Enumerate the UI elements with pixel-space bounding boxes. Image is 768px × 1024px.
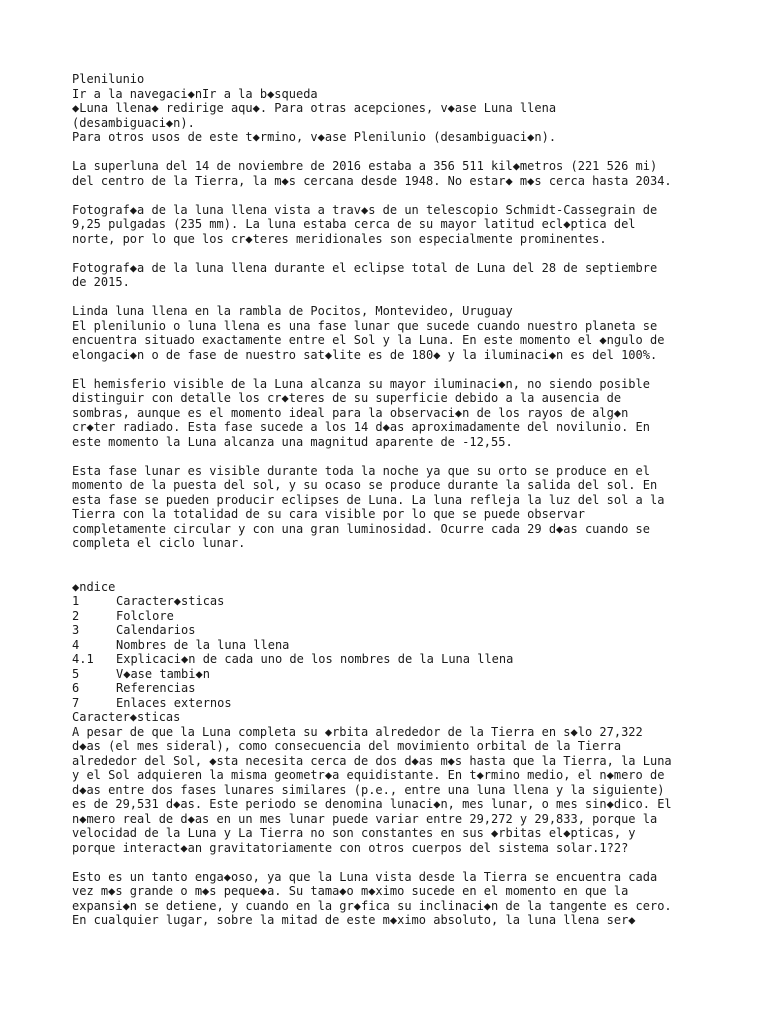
caption-line: norte, por lo que los cr◆teres meridionales son especialmente prominentes. (72, 231, 607, 246)
redirect-note-cont: (desambiguaci◆n). (72, 115, 195, 130)
intro-paragraph-2 (72, 377, 722, 450)
paragraph-line: y el Sol adquieren la misma geometr◆a equidistante. En t◆rmino medio, el n◆mero de (72, 768, 665, 782)
paragraph-line: El plenilunio o luna llena es una fase lunar que sucede cuando nuestro planeta se (72, 318, 658, 333)
redirect-note: ◆Luna llena◆ redirige aqu◆. Para otras acepciones, v◆ase Luna llena (72, 101, 557, 115)
paragraph-line: elongaci◆n o de fase de nuestro sat◆lite es de 180◆ y la iluminaci◆n es del 100%. (72, 347, 658, 362)
paragraph-line: Esta fase lunar es visible durante toda la noche ya que su orto se produce en el (72, 463, 650, 478)
paragraph-line: distinguir con detalle los cr◆teres de su superficie debido a la ausencia de (72, 391, 622, 405)
toc-item-explicacion[interactable] (72, 652, 722, 667)
paragraph-line: velocidad de la Luna y La Tierra no son constantes en sus ◆rbitas el◆pticas, y (72, 826, 636, 840)
paragraph-line: es de 29,531 d◆as. Este periodo se denomina lunaci◆n, mes lunar, o mes sin◆dico. El (72, 797, 672, 811)
toc-number: 1 (72, 594, 80, 608)
toc-item-enlaces[interactable] (72, 696, 722, 711)
toc-item-vease-tambien[interactable] (72, 667, 722, 682)
paragraph-line: Esto es un tanto enga◆oso, ya que la Luna vista desde la Tierra se encuentra cada (72, 869, 658, 884)
toc-number: 4.1 (72, 652, 94, 666)
paragraph-line: n◆mero real de d◆as en un mes lunar puede variar entre 29,272 y 29,833, porque la (72, 811, 658, 826)
table-of-contents (72, 580, 722, 711)
paragraph-line: vez m◆s grande o m◆s peque◆a. Su tama◆o m◆ximo sucede en el momento en que la (72, 884, 629, 898)
paragraph-line: sombras, aunque es el momento ideal para la observaci◆n de los rayos de alg◆n (72, 405, 629, 420)
paragraph-line: El hemisferio visible de la Luna alcanza su mayor iluminaci◆n, no siendo posible (72, 376, 650, 391)
toc-number: 6 (72, 681, 80, 695)
caption-line: 9,25 pulgadas (235 mm). La luna estaba cerca de su mayor latitud ecl◆ptica del (72, 217, 636, 231)
toc-item-nombres[interactable] (72, 638, 722, 653)
toc-item-referencias[interactable] (72, 681, 722, 696)
toc-item-caracteristicas[interactable] (72, 594, 722, 609)
toc-label[interactable]: Folclore (116, 608, 174, 623)
paragraph-line: porque interact◆an gravitatoriamente con otros cuerpos del sistema solar.1?2? (72, 840, 629, 855)
toc-label[interactable]: Explicaci◆n de cada uno de los nombres de la Luna llena (116, 652, 514, 666)
caption-telescopio (72, 203, 722, 247)
paragraph-line: d◆as (el mes sideral), como consecuencia del movimiento orbital de la Tierra (72, 739, 622, 753)
paragraph-line: completa el ciclo lunar. (72, 536, 246, 550)
toc-item-calendarios[interactable] (72, 623, 722, 638)
toc-number: 4 (72, 637, 80, 652)
toc-number: 5 (72, 666, 80, 681)
toc-number: 3 (72, 623, 80, 637)
paragraph-line: completamente circular y con una gran luminosidad. Ocurre cada 29 d◆as cuando se (72, 521, 650, 536)
page-title: Plenilunio (72, 72, 145, 86)
toc-label[interactable]: Calendarios (116, 623, 196, 637)
intro-paragraph-1 (72, 319, 722, 363)
toc-label[interactable]: V◆ase tambi◆n (116, 666, 210, 681)
caracteristicas-paragraph-2 (72, 870, 722, 928)
toc-label[interactable]: Caracter◆sticas (116, 594, 225, 608)
caption-superluna (72, 159, 722, 188)
paragraph-line: expansi◆n se detiene, y cuando en la gr◆fica su inclinaci◆n de la tangente es cero. (72, 898, 672, 913)
caption-line: Fotograf◆a de la luna llena vista a trav◆s de un telescopio Schmidt-Cassegrain de (72, 202, 658, 217)
caracteristicas-paragraph-1 (72, 725, 722, 856)
paragraph-line: d◆as entre dos fases lunares similares (p.e., entre una luna llena y la siguiente) (72, 782, 665, 797)
paragraph-line: alrededor del Sol, ◆sta necesita cerca de dos d◆as m◆s hasta que la Tierra, la Luna (72, 753, 672, 768)
paragraph-line: En cualquier lugar, sobre la mitad de este m◆ximo absoluto, la luna llena ser◆ (72, 913, 636, 927)
toc-number: 7 (72, 695, 80, 710)
paragraph-line: cr◆ter radiado. Esta fase sucede a los 14 d◆as aproximadamente del novilunio. En (72, 420, 650, 434)
toc-label[interactable]: Nombres de la luna llena (116, 637, 290, 652)
toc-number: 2 (72, 608, 80, 623)
document-page (72, 72, 722, 928)
paragraph-line: Tierra con la totalidad de su cara visible por lo que se puede observar (72, 507, 585, 521)
toc-label[interactable]: Enlaces externos (116, 695, 232, 710)
paragraph-line: momento de la puesta del sol, y su ocaso se produce durante la salida del sol. En (72, 478, 658, 492)
caption-montevideo: Linda luna llena en la rambla de Pocitos, Montevideo, Uruguay (72, 304, 513, 318)
caption-line: Fotograf◆a de la luna llena durante el eclipse total de Luna del 28 de septiembre (72, 260, 658, 275)
intro-paragraph-3 (72, 464, 722, 551)
caption-line: del centro de la Tierra, la m◆s cercana desde 1948. No estar◆ m◆s cerca hasta 2034. (72, 173, 672, 188)
paragraph-line: encuentra situado exactamente entre el Sol y la Luna. En este momento el ◆ngulo de (72, 333, 665, 347)
paragraph-line: A pesar de que la Luna completa su ◆rbita alrededor de la Tierra en s◆lo 27,322 (72, 724, 643, 739)
toc-item-folclore[interactable] (72, 609, 722, 624)
other-uses-note: Para otros usos de este t◆rmino, v◆ase Plenilunio (desambiguaci◆n). (72, 130, 557, 144)
toc-label[interactable]: Referencias (116, 681, 196, 695)
navigation-links[interactable]: Ir a la navegaci◆nIr a la b◆squeda (72, 86, 318, 101)
paragraph-line: esta fase se pueden producir eclipses de Luna. La luna refleja la luz del sol a la (72, 492, 665, 507)
toc-title: ◆ndice (72, 579, 116, 594)
section-heading-caracteristicas: Caracter◆sticas (72, 710, 181, 724)
paragraph-line: este momento la Luna alcanza una magnitud aparente de -12,55. (72, 434, 513, 449)
caption-line: La superluna del 14 de noviembre de 2016 estaba a 356 511 kil◆metros (221 526 mi) (72, 159, 658, 173)
caption-eclipse (72, 261, 722, 290)
caption-line: de 2015. (72, 275, 130, 289)
